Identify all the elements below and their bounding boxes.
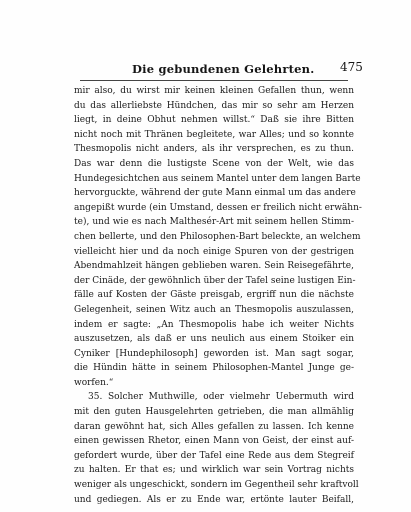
text-line: gefordert wurde, über der Tafel eine Rede aus dem Stegreif — [74, 450, 354, 461]
text-line: Cyniker [Hundephilosoph] geworden ist. Man sagt sogar, — [74, 348, 354, 359]
text-line: vielleicht hier und da noch einige Spuren von der gestrigen — [74, 246, 354, 257]
text-line: indem er sagte: „An Thesmopolis habe ich weiter Nichts — [74, 319, 354, 330]
text-line: daran gewöhnt hat, sich Alles gefallen zu lassen. Ich kenne — [74, 421, 354, 432]
text-line: weniger als ungeschickt, sondern im Gegentheil sehr kraftvoll — [74, 480, 359, 491]
text-line: und gediegen. Als er zu Ende war, ertönte lauter Beifall, — [74, 494, 354, 505]
text-line: Thesmopolis nicht anders, als ihr versprechen, es zu thun. — [74, 144, 354, 155]
text-line: Gelegenheit, seinen Witz auch an Thesmopolis auszulassen, — [74, 304, 354, 315]
text-line: die Hündin hätte in seinem Philosophen-Mantel Junge ge- — [74, 363, 354, 374]
text-line: auszusetzen, als daß er uns neulich aus einem Stoiker ein — [74, 334, 354, 345]
text-line: der Cinäde, der gewöhnlich über der Tafel seine lustigen Ein- — [74, 275, 356, 286]
body-text — [74, 84, 362, 507]
text-line: nicht noch mit Thränen begleitete, war Alles; und so konnte — [74, 129, 354, 140]
running-head: Die gebundenen Gelehrten. — [132, 62, 315, 76]
text-line: hervorguckte, während der gute Mann einmal um das andere — [74, 188, 356, 199]
text-line: Hundegesichtchen aus seinem Mantel unter dem langen Barte — [74, 173, 361, 184]
header-rule — [80, 80, 348, 81]
text-line: te), und wie es nach Malthesér-Art mit seinem hellen Stimm- — [74, 217, 354, 228]
text-line: chen bellerte, und den Philosophen-Bart beleckte, an welchem — [74, 231, 361, 242]
text-line: Das war denn die lustigste Scene von der Welt, wie das — [74, 158, 354, 169]
text-line: mir also, du wirst mir keinen kleinen Gefallen thun, wenn — [74, 86, 354, 96]
text-line: angepißt wurde (ein Umstand, dessen er freilich nicht erwähn- — [74, 202, 362, 213]
page-number: 475 — [340, 60, 363, 74]
text-line: Abendmahlzeit hängen geblieben waren. Sein Reisegefährte, — [74, 261, 354, 272]
text-line: zu halten. Er that es; und wirklich war sein Vortrag nichts — [74, 465, 354, 476]
text-line: du das allerliebste Hündchen, das mir so sehr am Herzen — [74, 100, 354, 111]
text-line: worfen.“ — [74, 377, 114, 388]
text-line: fälle auf Kosten der Gäste preisgab, ergriff nun die nächste — [74, 290, 354, 301]
text-line: einen gewissen Rhetor, einen Mann von Geist, der einst auf- — [74, 436, 354, 447]
paragraph-start-line: 35. Solcher Muthwille, oder vielmehr Uebermuth wird — [88, 392, 354, 403]
text-line: liegt, in deine Obhut nehmen willst.“ Daß sie ihre Bitten — [74, 115, 354, 126]
text-line: mit den guten Hausgelehrten getrieben, die man allmählig — [74, 407, 354, 418]
